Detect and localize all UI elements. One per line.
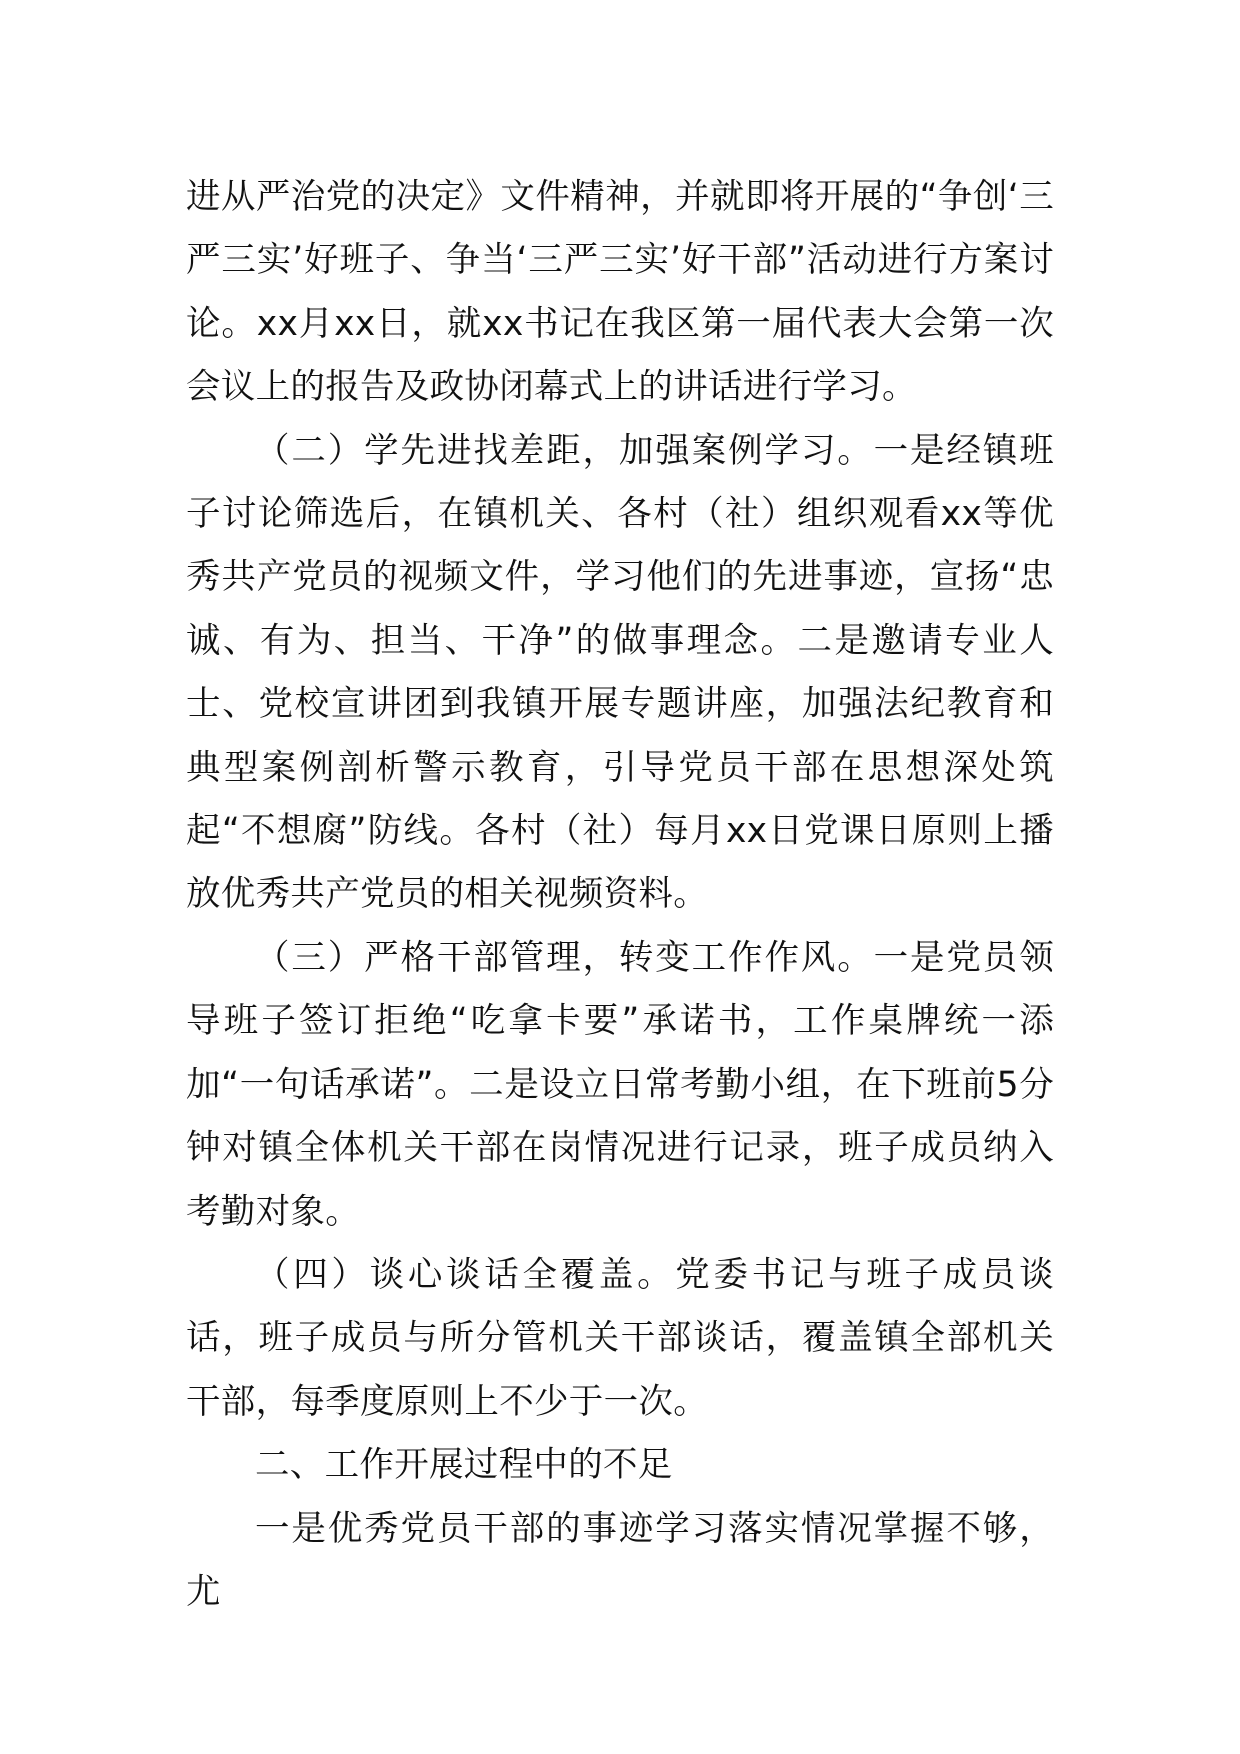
paragraph-heart-to-heart-talks: （四）谈心谈话全覆盖。党委书记与班子成员谈话，班子成员与所分管机关干部谈话，覆盖镇全部机关干部，每季度原则上不少于一次。 [186, 1254, 1054, 1422]
document-body [186, 166, 1054, 1624]
section-heading: 二、工作开展过程中的不足 [255, 1445, 673, 1486]
paragraph-case-study: （二）学先进找差距，加强案例学习。一是经镇班子讨论筛选后，在镇机关、各村（社）组织观看xx等优秀共产党员的视频文件，学习他们的先进事迹，宣扬“忠诚、有为、担当、干净”的做事理念。二是邀请专业人士、党校宣讲团到我镇开展专题讲座，加强法纪教育和典型案例剖析警示教育，引导党员干部在思想深处筑起“不想腐”防线。各村（社）每月xx日党课日原则上播放优秀共产党员的相关视频资料。 [186, 430, 1054, 915]
paragraph-cadre-management: （三）严格干部管理，转变工作作风。一是党员领导班子签订拒绝“吃拿卡要”承诺书，工作桌牌统一添加“一句话承诺”。二是设立日常考勤小组，在下班前5分钟对镇全体机关干部在岗情况进行记录，班子成员纳入考勤对象。 [186, 937, 1054, 1232]
paragraph-shortcomings: 一是优秀党员干部的事迹学习落实情况掌握不够，尤 [186, 1508, 1054, 1612]
paragraph-continuation: 进从严治党的决定》文件精神，并就即将开展的“争创‘三严三实’好班子、争当‘三严三实’好干部”活动进行方案讨论。xx月xx日，就xx书记在我区第一届代表大会第一次会议上的报告及政协闭幕式上的讲话进行学习。 [186, 177, 1054, 408]
